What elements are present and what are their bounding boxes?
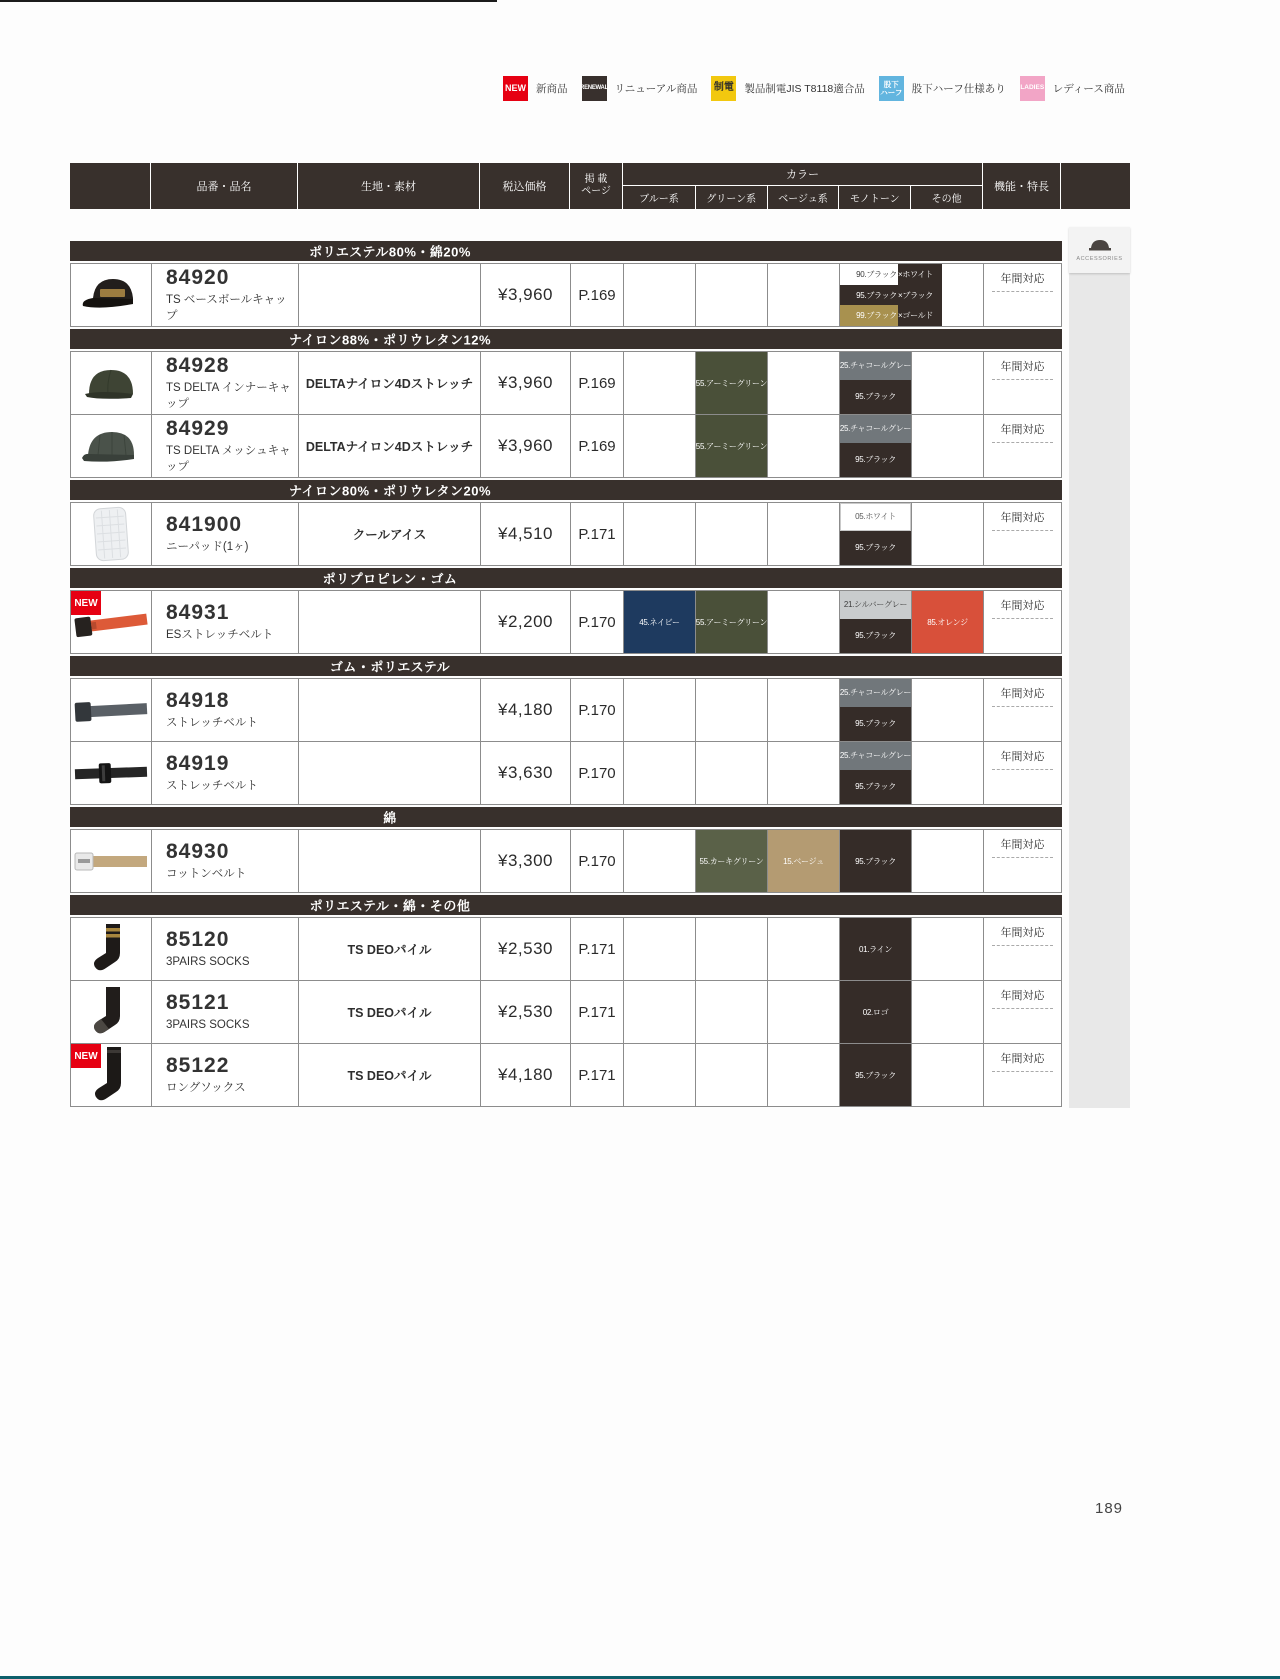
feature-cell: 年間対応 [983,742,1061,804]
price-cell: ¥3,960 [480,352,570,414]
color-blue-cell [623,352,695,414]
product-table [70,241,1062,1109]
section-nylon88-pu12 [70,329,1062,478]
color-chip-khaki-green: 55.カーキグリーン [696,830,767,892]
header-color-group [622,163,982,209]
product-image-cell [71,830,151,892]
color-other-cell [911,1044,983,1106]
product-row-84920 [71,264,1061,326]
accessories-tab[interactable] [1069,227,1130,273]
legend-item-new [503,76,568,101]
product-image-cell [71,352,151,414]
color-green-cell [695,352,767,414]
product-name-cell [151,264,298,326]
cap-icon [1088,238,1112,254]
header-page-col: 掲 載 ページ [569,163,622,209]
legend-bar [503,76,1125,101]
product-row-84928 [71,352,1061,414]
color-green-cell [695,742,767,804]
product-name: ストレッチベルト [166,716,258,729]
product-name-cell [151,352,298,414]
product-row-84929 [71,414,1061,477]
section-bar: ポリプロピレン・ゴム [70,568,1062,588]
header-color-label: カラー [623,163,982,186]
price-cell: ¥2,530 [480,918,570,980]
color-chip-black: 95.ブラック [840,770,911,804]
page-ref-cell: P.171 [570,503,623,565]
product-name: ロングソックス [166,1081,246,1094]
color-mono-cell [839,830,911,892]
color-mono-cell [839,1044,911,1106]
color-other-cell [911,679,983,741]
color-green-cell [695,415,767,477]
color-chip-charcoal: 25.チャコールグレー [840,679,911,707]
section-polyester80-cotton20 [70,241,1062,327]
color-blue-cell [623,1044,695,1106]
color-chip-beige: 15.ベージュ [768,830,839,892]
color-other-cell [911,981,983,1043]
feature-cell: 年間対応 [983,591,1061,653]
product-image-cell [71,679,151,741]
feature-cell: 年間対応 [983,503,1061,565]
color-mono-cell [839,679,911,741]
feature-cell: 年間対応 [983,352,1061,414]
color-chip-army-green: 55.アーミーグリーン [696,591,767,653]
legend-item-renewal [582,76,698,101]
header-image-col [70,163,150,209]
product-row-84919 [71,741,1061,804]
belt-photo [73,755,149,791]
product-name: ニーパッド(1ヶ) [166,540,249,553]
section-bar: ナイロン80%・ポリウレタン20% [70,480,1062,500]
page-ref-cell: P.171 [570,918,623,980]
color-chip-black-gold: 99.ブラック ×ゴールド [840,305,942,326]
inner-cap-photo [81,362,141,404]
product-name-cell [151,679,298,741]
price-cell: ¥2,530 [480,981,570,1043]
price-cell: ¥3,960 [480,415,570,477]
product-code: 85120 [166,927,230,951]
page-ref-cell: P.171 [570,981,623,1043]
color-chip-line: 01.ライン [840,918,911,980]
section-bar: ポリエステル・綿・その他 [70,895,1062,915]
color-mono-cell [839,503,911,565]
price-cell: ¥3,960 [480,264,570,326]
feature-cell: 年間対応 [983,830,1061,892]
fabric-cell: DELTAナイロン4Dストレッチ [298,352,480,414]
header-color-blue: ブルー系 [639,194,679,205]
product-name-cell [151,415,298,477]
color-chip-army-green: 55.アーミーグリーン [696,415,767,477]
legend-label: 製品制電JIS T8118適合品 [744,83,865,95]
header-color-mono: モノトーン [838,186,910,209]
product-image-cell [71,1044,151,1106]
price-cell: ¥2,200 [480,591,570,653]
product-name: 3PAIRS SOCKS [166,955,250,968]
color-beige-cell [767,1044,839,1106]
color-blue-cell [623,591,695,653]
legend-item-ladies [1020,76,1125,101]
product-name-cell [151,830,298,892]
color-chip-black: 95.ブラック [840,531,911,565]
legend-item-half-inseam [879,76,1006,101]
product-name: ストレッチベルト [166,779,258,792]
product-code: 85122 [166,1053,230,1077]
color-blue-cell [623,981,695,1043]
color-chip-black-black: 95.ブラック ×ブラック [840,285,942,306]
product-name: 3PAIRS SOCKS [166,1018,250,1031]
color-beige-cell [767,591,839,653]
antistatic-badge: 制電 [711,76,736,101]
fabric-cell: TS DEOパイル [298,918,480,980]
table-header [70,163,1130,209]
product-code: 841900 [166,512,243,536]
knee-pad-photo [88,505,134,563]
page-ref-cell: P.170 [570,830,623,892]
color-chip-charcoal: 25.チャコールグレー [840,415,911,443]
product-name-cell [151,918,298,980]
header-color-green: グリーン系 [695,186,767,209]
color-chip-black: 95.ブラック [840,1044,911,1106]
legend-label: 新商品 [536,83,568,95]
product-image-cell [71,591,151,653]
color-chip-silver-gray: 21.シルバーグレー [840,591,911,619]
page-ref-cell: P.169 [570,264,623,326]
header-color-other: その他 [910,186,982,209]
color-chip-navy: 45.ネイビー [624,591,695,653]
color-other-cell [911,591,983,653]
mesh-cap-photo [80,425,142,467]
legend-label: 股下ハーフ仕様あり [911,83,1006,95]
cotton-belt-photo [73,844,149,878]
section-bar: ゴム・ポリエステル [70,656,1062,676]
section-bar: ナイロン88%・ポリウレタン12% [70,329,1062,349]
feature-cell: 年間対応 [983,918,1061,980]
section-bar: 綿 [70,807,1062,827]
color-other-cell [911,352,983,414]
color-blue-cell [623,264,695,326]
color-chip-charcoal: 25.チャコールグレー [840,742,911,770]
product-name-cell [151,981,298,1043]
section-nylon80-pu20 [70,480,1062,566]
color-green-cell [695,679,767,741]
product-code: 84929 [166,416,230,440]
product-code: 84928 [166,353,230,377]
product-image-cell [71,503,151,565]
product-name: TS DELTA インナーキャップ [166,381,291,410]
product-image-cell [71,918,151,980]
page-top-edge-line [0,0,497,2]
product-row-85120 [71,918,1061,980]
page-ref-cell: P.170 [570,591,623,653]
header-price-col: 税込価格 [479,163,569,209]
color-chip-orange: 85.オレンジ [912,591,983,653]
color-blue-cell [623,742,695,804]
fabric-cell [298,264,480,326]
color-chip-black: 95.ブラック [840,619,911,653]
color-blue-cell [623,415,695,477]
color-chip-army-green: 55.アーミーグリーン [696,352,767,414]
color-other-cell [911,503,983,565]
page-ref-cell: P.170 [570,742,623,804]
belt-photo [73,692,149,728]
sock-photo [91,984,131,1040]
header-fabric-col: 生地・素材 [297,163,479,209]
color-beige-cell [767,503,839,565]
color-green-cell [695,591,767,653]
color-beige-cell [767,679,839,741]
color-other-cell [911,742,983,804]
fabric-cell: TS DEOパイル [298,981,480,1043]
color-chip-black: 95.ブラック [840,830,911,892]
price-cell: ¥4,180 [480,679,570,741]
color-green-cell [695,830,767,892]
product-code: 84931 [166,600,230,624]
product-name-cell [151,742,298,804]
header-item-col: 品番・品名 [150,163,297,209]
new-badge: NEW [71,1044,101,1068]
feature-cell: 年間対応 [983,1044,1061,1106]
product-name: TS DELTA メッシュキャップ [166,444,291,473]
fabric-cell [298,742,480,804]
legend-label: レディース商品 [1052,83,1125,95]
color-chip-logo: 02.ロゴ [840,981,911,1043]
header-color-beige: ベージュ系 [767,186,839,209]
color-blue-cell [623,918,695,980]
sock-photo [91,921,131,977]
product-name-cell [151,591,298,653]
legend-label: リニューアル商品 [614,83,698,95]
color-beige-cell [767,352,839,414]
product-row-85122 [71,1043,1061,1106]
product-code: 84919 [166,751,230,775]
feature-cell: 年間対応 [983,679,1061,741]
feature-cell: 年間対応 [983,415,1061,477]
color-mono-cell [839,264,934,326]
color-mono-cell [839,591,911,653]
product-row-84931 [71,591,1061,653]
section-rubber-polyester [70,656,1062,805]
product-code: 84920 [166,265,230,289]
product-code: 84918 [166,688,230,712]
fabric-cell [298,591,480,653]
section-cotton [70,807,1062,893]
color-mono-cell [839,742,911,804]
section-polypropylene-rubber [70,568,1062,654]
product-image-cell [71,981,151,1043]
color-beige-cell [767,264,839,326]
header-extension [1060,163,1130,209]
color-beige-cell [767,918,839,980]
color-chip-charcoal: 25.チャコールグレー [840,352,911,380]
product-row-841900 [71,503,1061,565]
fabric-cell: TS DEOパイル [298,1044,480,1106]
header-feature-col: 機能・特長 [982,163,1060,209]
fabric-cell: クールアイス [298,503,480,565]
product-code: 85121 [166,990,230,1014]
color-mono-cell [839,352,911,414]
product-name-cell [151,503,298,565]
fabric-cell [298,679,480,741]
color-green-cell [695,918,767,980]
color-green-cell [695,1044,767,1106]
product-image-cell [71,264,151,326]
color-chip-white: 05.ホワイト [840,503,911,531]
color-chip-black: 95.ブラック [840,380,911,414]
feature-cell: 年間対応 [983,981,1061,1043]
product-image-cell [71,415,151,477]
half-inseam-badge: 股下 ハーフ [879,76,904,101]
color-beige-cell [767,742,839,804]
accessories-tab-label: ACCESSORIES [1076,256,1123,262]
product-row-85121 [71,980,1061,1043]
color-beige-cell [767,830,839,892]
fabric-cell [298,830,480,892]
color-chip-black: 95.ブラック [840,707,911,741]
feature-cell: 年間対応 [983,264,1061,326]
price-cell: ¥4,180 [480,1044,570,1106]
color-mono-cell [839,981,911,1043]
color-other-cell [911,415,983,477]
color-green-cell [695,981,767,1043]
color-blue-cell [623,503,695,565]
fabric-cell: DELTAナイロン4Dストレッチ [298,415,480,477]
renewal-badge: RENEWAL [582,76,607,101]
color-blue-cell [623,830,695,892]
color-chip-black-white: 90.ブラック ×ホワイト [840,264,942,285]
color-green-cell [695,264,767,326]
product-image-cell [71,742,151,804]
cap-photo [79,273,143,317]
product-name: TS ベースボールキャップ [166,293,287,322]
price-cell: ¥3,300 [480,830,570,892]
page-ref-cell: P.169 [570,415,623,477]
section-polyester-cotton-other [70,895,1062,1107]
new-badge: NEW [71,591,101,615]
product-name: コットンベルト [166,867,247,880]
product-name: ESストレッチベルト [166,628,274,641]
page-number: 189 [1095,1500,1124,1517]
accessories-sidebar [1069,227,1130,1108]
color-other-cell [911,830,983,892]
color-other-cell [911,918,983,980]
color-chip-black: 95.ブラック [840,443,911,477]
ladies-badge: LADIES [1020,76,1045,101]
page-ref-cell: P.170 [570,679,623,741]
color-blue-cell [623,679,695,741]
product-row-84918 [71,679,1061,741]
product-row-84930 [71,830,1061,892]
section-bar: ポリエステル80%・綿20% [70,241,1062,261]
page-ref-cell: P.171 [570,1044,623,1106]
new-badge: NEW [503,76,528,101]
color-beige-cell [767,981,839,1043]
product-code: 84930 [166,839,230,863]
legend-item-antistatic [711,76,864,101]
page-ref-cell: P.169 [570,352,623,414]
price-cell: ¥4,510 [480,503,570,565]
color-mono-cell [839,918,911,980]
color-green-cell [695,503,767,565]
color-mono-cell [839,415,911,477]
price-cell: ¥3,630 [480,742,570,804]
color-beige-cell [767,415,839,477]
product-name-cell [151,1044,298,1106]
